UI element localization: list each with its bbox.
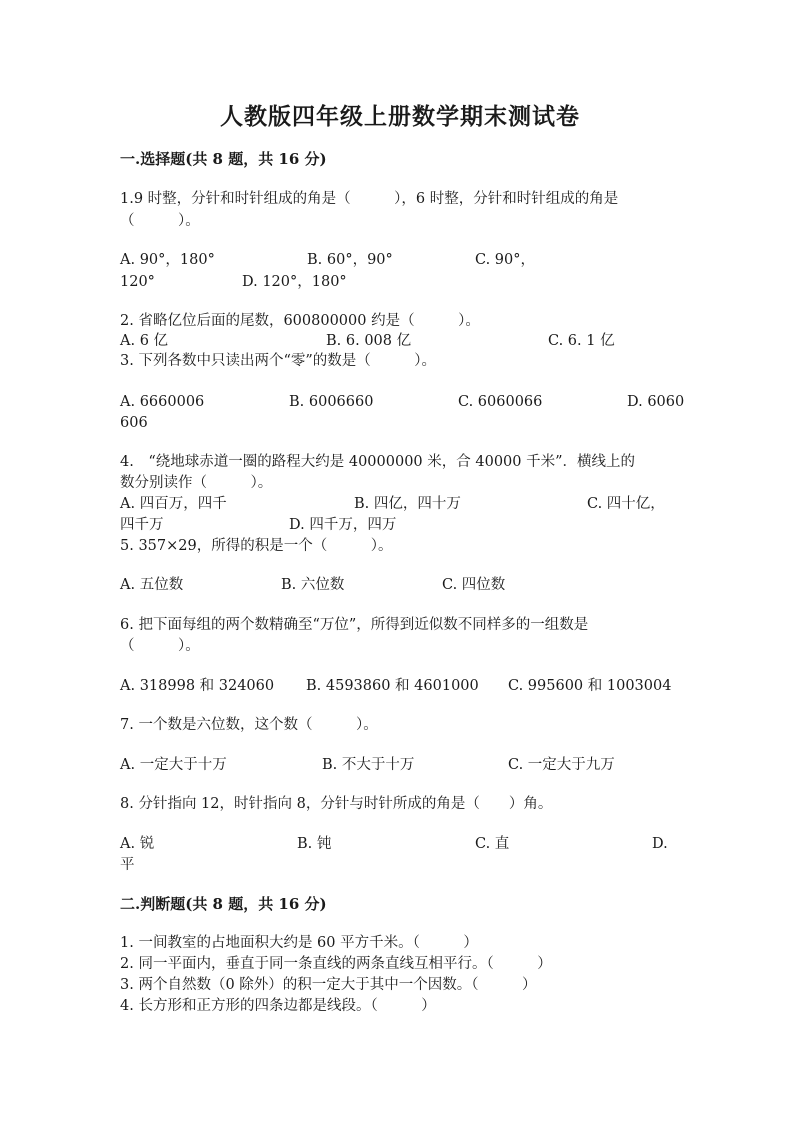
section-heading-judgment: 二.判断题(共 8 题，共 16 分)	[120, 895, 327, 913]
question-2-text: 2. 省略亿位后面的尾数，600800000 约是（ ）。	[120, 313, 480, 329]
question-8-option-d: D.	[652, 836, 668, 852]
question-7-option-a: A. 一定大于十万	[120, 757, 227, 773]
judgment-item-2: 2. 同一平面内，垂直于同一条直线的两条直线互相平行。（ ）	[120, 956, 552, 972]
question-3-text: 3. 下列各数中只读出两个“零”的数是（ ）。	[120, 353, 437, 369]
question-6-option-a: A. 318998 和 324060	[120, 678, 275, 694]
question-4-option-a: A. 四百万，四千	[120, 496, 227, 512]
question-7-option-b: B. 不大于十万	[322, 757, 415, 773]
question-4-text-cont: 数分别读作（ ）。	[120, 475, 273, 491]
question-4-text: 4. “绕地球赤道一圈的路程大约是 40000000 米，合 40000 千米”．横线上的	[120, 454, 636, 470]
question-4-option-d: D. 四千万，四万	[289, 517, 397, 533]
page-title: 人教版四年级上册数学期末测试卷	[220, 103, 580, 130]
question-8-option-d-cont: 平	[120, 857, 135, 873]
judgment-item-1: 1. 一间教室的占地面积大约是 60 平方千米。（ ）	[120, 935, 478, 951]
question-5-text: 5. 357×29，所得的积是一个（ ）。	[120, 538, 393, 554]
question-3-option-d-cont: 606	[120, 415, 148, 431]
judgment-item-3: 3. 两个自然数（0 除外）的积一定大于其中一个因数。（ ）	[120, 977, 537, 993]
question-4-option-c-cont: 四千万	[120, 517, 164, 533]
question-1-text-cont: （ ）。	[120, 213, 200, 229]
question-1-option-a: A. 90°，180°	[120, 252, 215, 268]
question-7-text: 7. 一个数是六位数，这个数（ ）。	[120, 717, 378, 733]
question-8-option-c: C. 直	[475, 836, 510, 852]
question-7-option-c: C. 一定大于九万	[508, 757, 615, 773]
question-1-option-d: D. 120°，180°	[242, 274, 347, 290]
question-6-text-cont: （ ）。	[120, 638, 200, 654]
question-3-option-a: A. 6660006	[120, 394, 205, 410]
question-3-option-c: C. 6060066	[458, 394, 543, 410]
section-heading-choice: 一.选择题(共 8 题，共 16 分)	[120, 150, 327, 168]
question-8-option-a: A. 锐	[120, 836, 155, 852]
question-8-text: 8. 分针指向 12，时针指向 8，分针与时针所成的角是（ ）角。	[120, 796, 553, 812]
question-3-option-b: B. 6006660	[289, 394, 374, 410]
question-1-option-c-cont: 120°	[120, 274, 155, 290]
question-5-option-b: B. 六位数	[281, 577, 345, 593]
question-5-option-c: C. 四位数	[442, 577, 506, 593]
question-8-option-b: B. 钝	[297, 836, 332, 852]
question-3-option-d: D. 6060	[627, 394, 685, 410]
question-6-option-b: B. 4593860 和 4601000	[306, 678, 479, 694]
judgment-item-4: 4. 长方形和正方形的四条边都是线段。（ ）	[120, 998, 436, 1014]
question-2-option-c: C. 6. 1 亿	[548, 333, 615, 349]
question-2-option-a: A. 6 亿	[120, 333, 169, 349]
question-4-option-c: C. 四十亿，	[587, 496, 665, 512]
question-2-option-b: B. 6. 008 亿	[326, 333, 412, 349]
question-4-option-b: B. 四亿，四十万	[354, 496, 461, 512]
question-6-option-c: C. 995600 和 1003004	[508, 678, 672, 694]
question-6-text: 6. 把下面每组的两个数精确至“万位”，所得到近似数不同样多的一组数是	[120, 617, 589, 633]
question-1-option-c: C. 90°，	[475, 252, 535, 268]
question-1-option-b: B. 60°，90°	[307, 252, 393, 268]
question-1-text: 1.9 时整，分针和时针组成的角是（ ），6 时整，分针和时针组成的角是	[120, 191, 619, 207]
question-5-option-a: A. 五位数	[120, 577, 184, 593]
